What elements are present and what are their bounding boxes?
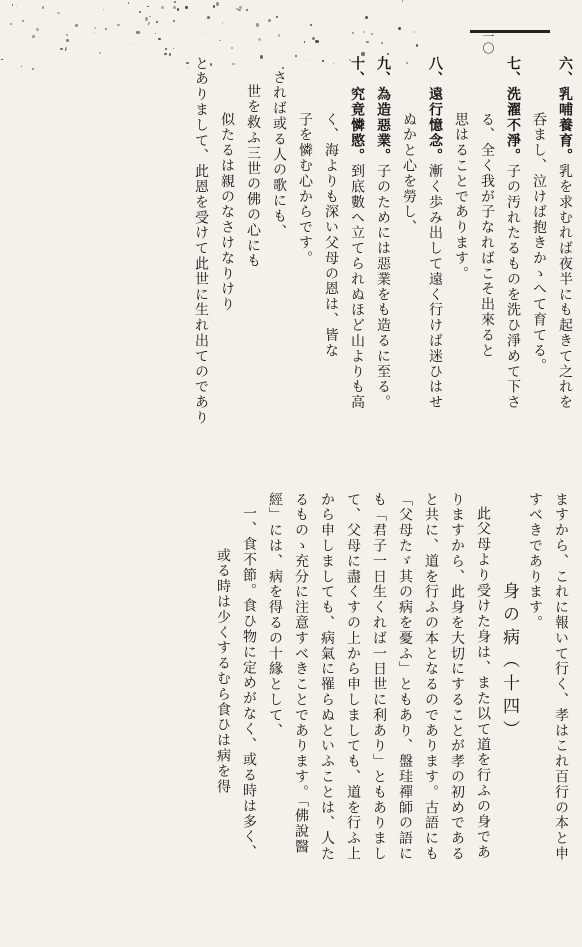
paper-speck xyxy=(22,20,24,22)
paper-speck xyxy=(366,41,368,43)
paper-speck xyxy=(414,31,415,32)
paper-speck xyxy=(66,34,68,36)
paper-speck xyxy=(258,38,261,41)
paper-speck xyxy=(66,39,69,42)
lower-text-block xyxy=(210,492,574,932)
paper-speck xyxy=(130,43,131,44)
paper-speck xyxy=(21,66,22,67)
text-column: 七、洗濯不淨。子の汚れたるものを洗ひ淨めて下さ xyxy=(505,56,521,411)
paper-speck xyxy=(416,44,418,46)
paper-speck xyxy=(161,6,164,9)
paper-speck xyxy=(222,22,224,24)
text-column: 八、遠行憶念。漸く歩み出して遠く行けば迷ひはせ xyxy=(427,56,443,411)
text-column: りますから、此身を大切にすることが孝の初めである xyxy=(449,492,465,862)
paper-speck xyxy=(94,32,95,33)
paper-speck xyxy=(173,6,176,9)
text-column: から申しましても、病氣に罹らぬといふことは、人た xyxy=(319,492,335,862)
paper-speck xyxy=(398,27,401,30)
paper-speck xyxy=(365,16,368,19)
paper-speck xyxy=(156,21,159,24)
paper-speck xyxy=(310,24,312,26)
paper-speck xyxy=(352,32,354,34)
text-column: 九、為造惡業。子のためには惡業をも造るに至る。 xyxy=(375,56,391,411)
paper-speck xyxy=(149,16,150,17)
paper-speck xyxy=(268,19,271,22)
paper-speck xyxy=(238,9,240,11)
paper-speck xyxy=(36,28,39,31)
paper-speck xyxy=(57,12,60,15)
paper-speck xyxy=(169,53,172,56)
paper-speck xyxy=(10,23,12,25)
text-column: て、父母に盡くすの上から申しましても、道を行ふ上 xyxy=(345,492,361,862)
text-column: 一、食不節。食ひ物に定めがなく、或る時は多く、 xyxy=(241,506,257,861)
text-column: と共に、道を行ふの本となるのであります。古語にも xyxy=(423,492,439,862)
text-column: すべきであります。 xyxy=(527,492,543,631)
paper-speck xyxy=(117,24,119,26)
paper-speck xyxy=(158,38,160,40)
text-column: 「父母たゞ其の病を憂ふ」ともあり、盤珪禪師の語に xyxy=(397,492,413,862)
paper-speck xyxy=(139,11,141,13)
paper-speck xyxy=(16,6,17,7)
paper-speck xyxy=(173,20,175,22)
text-column: 十、究竟憐愍。到底數へ立てられぬほど山よりも高 xyxy=(349,56,365,411)
text-column: るものゝ充分に注意すべきことであります。「佛說醫 xyxy=(293,492,309,855)
paper-speck xyxy=(177,8,179,10)
paper-speck xyxy=(145,17,148,20)
paper-speck xyxy=(105,28,107,30)
text-column: ますから、これに報いて行く、孝はこれ百行の本と申 xyxy=(553,492,569,862)
paper-speck xyxy=(32,68,34,70)
paper-speck xyxy=(60,48,62,50)
text-column: 此父母より受けた身は、また以て道を行ふの身であ xyxy=(475,506,491,861)
text-column: 或る時は少くするむら食ひは病を得 xyxy=(215,548,231,795)
paper-speck xyxy=(256,23,259,26)
text-column: 呑まし、泣けば抱きかゝへて育てる。 xyxy=(531,112,547,374)
text-column: 經」には、病を得るの十緣として、 xyxy=(267,492,283,739)
upper-text-block xyxy=(188,56,578,481)
paper-speck xyxy=(99,52,101,54)
text-column: 似たるは親のなさけなりけり xyxy=(219,112,235,313)
paper-speck xyxy=(370,6,371,7)
paper-speck xyxy=(304,41,305,42)
paper-speck xyxy=(12,4,14,6)
paper-speck xyxy=(371,33,373,35)
text-column: されば或る人の歌にも、 xyxy=(271,70,287,240)
text-column: も「君子一日生くれば一日世に利あり」ともありまし xyxy=(371,492,387,862)
paper-speck xyxy=(402,0,404,2)
paper-speck xyxy=(164,53,167,56)
paper-speck xyxy=(315,40,318,43)
paper-speck xyxy=(103,9,104,10)
paper-speck xyxy=(128,2,129,3)
paper-speck xyxy=(75,24,78,27)
paper-speck xyxy=(155,33,156,34)
text-column: 六、乳哺養育。乳を求むれば夜半にも起きて之れを xyxy=(557,56,573,411)
text-column: 思はることであります。 xyxy=(453,112,469,282)
paper-speck xyxy=(231,47,233,49)
text-column: 世を救ふ三世の佛の心にも xyxy=(245,84,261,269)
text-column: る、全く我が子なればこそ出來ると xyxy=(479,112,495,359)
paper-speck xyxy=(148,24,149,25)
text-column: とありまして、此恩を受けて此世に生れ出てのであり xyxy=(193,56,209,426)
text-column: 子を憐む心からです。 xyxy=(297,112,313,266)
paper-speck xyxy=(387,53,389,55)
paper-speck xyxy=(216,2,219,5)
paper-speck xyxy=(65,47,68,50)
paper-speck xyxy=(205,32,206,33)
paper-speck xyxy=(213,5,215,7)
paper-speck xyxy=(173,48,174,49)
paper-speck xyxy=(165,48,167,50)
paper-speck xyxy=(136,31,139,34)
paper-speck xyxy=(207,16,210,19)
page-number: 一〇 xyxy=(481,30,495,54)
paper-speck xyxy=(363,31,365,33)
paper-speck xyxy=(32,35,35,38)
section-heading: 身の病（十四） xyxy=(499,582,519,743)
paper-speck xyxy=(219,40,221,42)
text-column: く、海よりも深い父母の恩は、皆な xyxy=(323,112,339,359)
paper-speck xyxy=(246,9,248,11)
paper-speck xyxy=(1,59,2,60)
paper-speck xyxy=(276,16,277,17)
paper-speck xyxy=(381,42,383,44)
paper-speck xyxy=(94,27,96,29)
paper-speck xyxy=(42,6,45,9)
paper-speck xyxy=(185,6,187,8)
paper-speck xyxy=(147,6,149,8)
text-column: ぬかと心を勞し、 xyxy=(401,112,417,236)
paper-speck xyxy=(174,1,176,3)
paper-speck xyxy=(278,34,280,36)
